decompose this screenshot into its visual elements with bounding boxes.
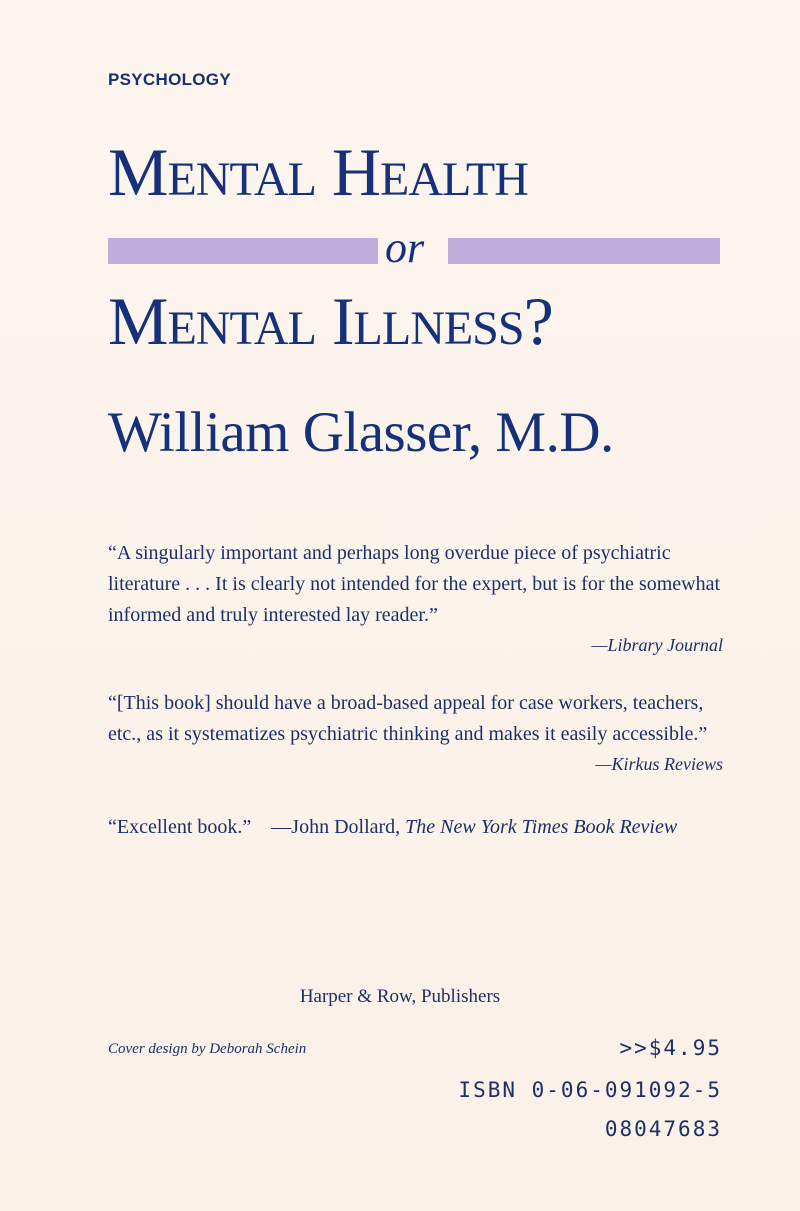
publisher: Harper & Row, Publishers (299, 986, 501, 1007)
review-attribution: —John Dollard, (271, 816, 401, 838)
title-connector: or (385, 223, 425, 272)
category-label: PSYCHOLOGY (108, 70, 231, 89)
review-publication: The New York Times Book Review (405, 816, 678, 838)
review-source: —Library Journal (591, 635, 723, 655)
title-line-1: Mental Health (108, 134, 528, 210)
isbn: ISBN 0-06-091092-5 (458, 1078, 722, 1102)
review-text: “Excellent book.” (108, 816, 252, 838)
review-text: “[This book] should have a broad-based appeal for case workers, teachers, etc., as it systematizes psychiatric thinking and makes it easily accessible.” (108, 692, 708, 745)
cover-design-credit: Cover design by Deborah Schein (108, 1041, 307, 1057)
review-quote-3 (108, 812, 728, 842)
title-divider-right (448, 238, 720, 264)
title-line-2: Mental Illness? (108, 283, 553, 359)
product-code: 08047683 (604, 1117, 722, 1141)
author-name: William Glasser, M.D. (108, 401, 614, 464)
title-divider-left (108, 238, 378, 264)
review-quote-1 (108, 538, 723, 659)
review-source: —Kirkus Reviews (595, 754, 723, 774)
price: >>$4.95 (619, 1036, 722, 1060)
review-text: “A singularly important and perhaps long overdue piece of psychiatric literature . . . It is clearly not intended for the expert, but is for the somewhat informed and truly interested lay reader.” (108, 542, 721, 626)
review-quote-2 (108, 688, 723, 778)
